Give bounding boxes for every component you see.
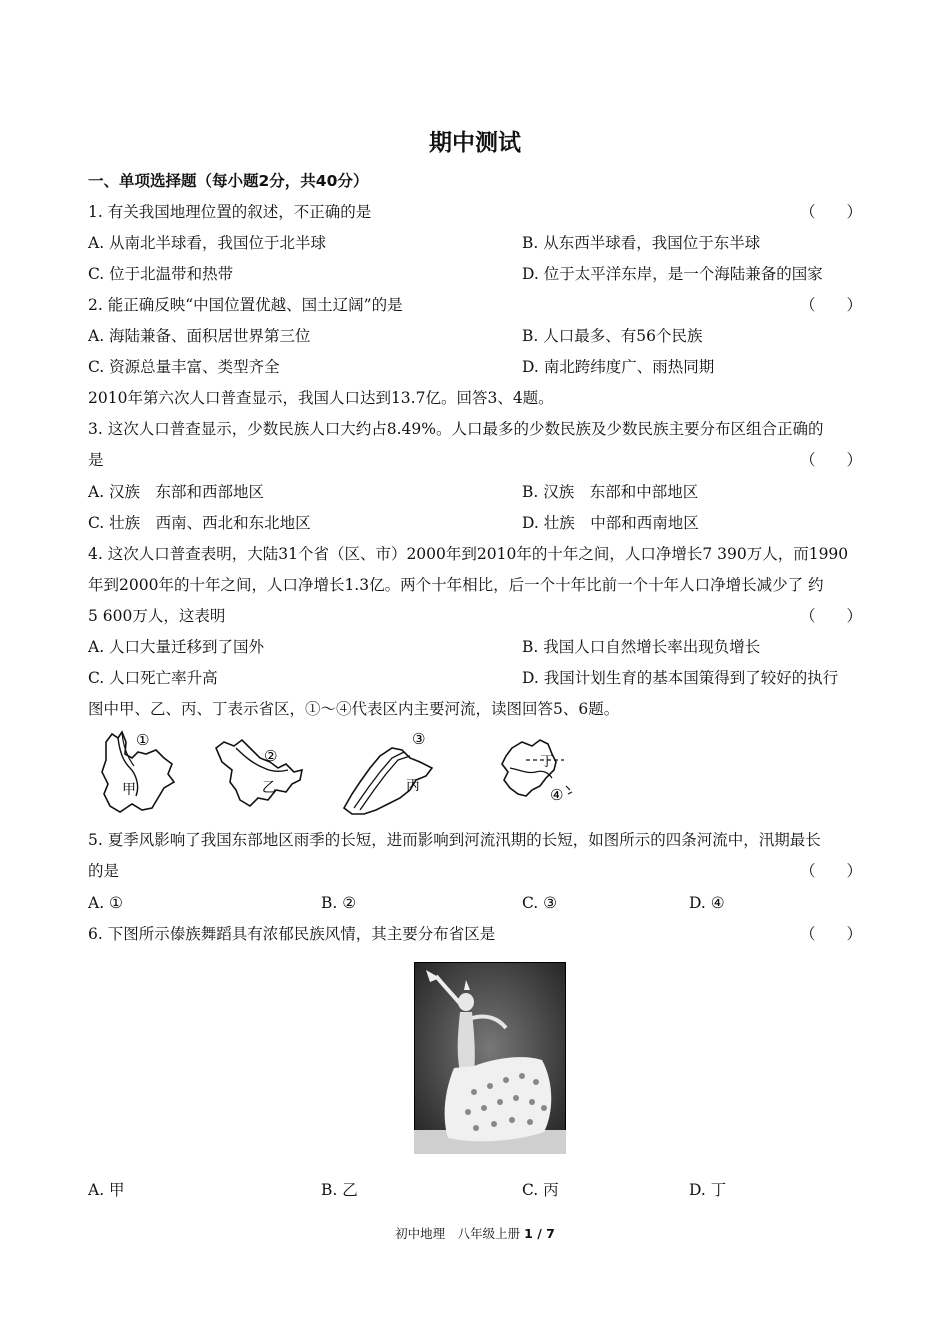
province-label-yi: 乙: [262, 780, 276, 796]
answer-blank-1: （ ）: [800, 203, 863, 221]
province-map-ding: [496, 728, 584, 816]
answer-blank-5: （ ）: [800, 862, 863, 880]
page-footer: [0, 1226, 950, 1242]
province-map-bing: [340, 728, 440, 820]
province-label-bing: 丙: [406, 778, 420, 794]
province-map-yi: [212, 728, 308, 810]
page-title: 期中测试: [429, 130, 521, 156]
q1-option-b: B. 从东西半球看，我国位于东半球: [522, 234, 761, 252]
intro-q5-q6: 图中甲、乙、丙、丁表示省区，①～④代表区内主要河流，读图回答5、6题。: [88, 700, 620, 718]
question-4-stem-end: 5 600万人，这表明: [88, 607, 226, 625]
question-5-stem: 5. 夏季风影响了我国东部地区雨季的长短，进而影响到河流汛期的长短，如图所示的四条河流中，汛期最长: [88, 831, 821, 849]
q3-option-d: D. 壮族 中部和西南地区: [522, 514, 699, 532]
q4-option-c: C. 人口死亡率升高: [88, 669, 218, 687]
river-label-2: ②: [264, 747, 278, 765]
river-label-3: ③: [412, 730, 426, 748]
question-4-stem: 4. 这次人口普查表明，大陆31个省（区、市）2000年到2010年的十年之间，人口净增长7 390万人，而1990: [88, 545, 849, 563]
answer-blank-3: （ ）: [800, 451, 863, 469]
question-1-stem: 1. 有关我国地理位置的叙述，不正确的是: [88, 203, 372, 221]
intro-q3-q4: 2010年第六次人口普查显示，我国人口达到13.7亿。回答3、4题。: [88, 389, 554, 407]
q2-option-b: B. 人口最多、有56个民族: [522, 327, 703, 345]
q2-option-c: C. 资源总量丰富、类型齐全: [88, 358, 280, 376]
question-4-stem-cont: 年到2000年的十年之间，人口净增长1.3亿。两个十年相比，后一个十年比前一个十年人口净增长减少了 约: [88, 576, 824, 594]
answer-blank-4: （ ）: [800, 607, 863, 625]
question-3-stem-cont: 是: [88, 451, 104, 469]
q1-option-c: C. 位于北温带和热带: [88, 265, 234, 283]
answer-blank-2: （ ）: [800, 296, 863, 314]
question-3-stem: 3. 这次人口普查显示，少数民族人口大约占8.49%。人口最多的少数民族及少数民族主要分布区组合正确的: [88, 420, 824, 438]
q5-option-a: A. ①: [88, 894, 123, 912]
q3-option-c: C. 壮族 西南、西北和东北地区: [88, 514, 311, 532]
province-label-jia: 甲: [122, 782, 136, 798]
question-5-stem-cont: 的是: [88, 862, 120, 880]
section-heading: 一、单项选择题（每小题2分，共40分）: [88, 172, 369, 190]
q4-option-b: B. 我国人口自然增长率出现负增长: [522, 638, 761, 656]
province-label-ding: 丁: [540, 754, 554, 770]
q6-option-b: B. 乙: [321, 1181, 358, 1199]
q3-option-a: A. 汉族 东部和西部地区: [88, 483, 265, 501]
q6-option-d: D. 丁: [689, 1181, 727, 1199]
question-2-stem: 2. 能正确反映“中国位置优越、国土辽阔”的是: [88, 296, 403, 314]
footer-page-number: 1 / 7: [524, 1226, 555, 1241]
q5-option-b: B. ②: [321, 894, 357, 912]
q2-option-d: D. 南北跨纬度广、雨热同期: [522, 358, 715, 376]
dai-dance-photo: [414, 962, 566, 1154]
q1-option-d: D. 位于太平洋东岸，是一个海陆兼备的国家: [522, 265, 823, 283]
q3-option-b: B. 汉族 东部和中部地区: [522, 483, 699, 501]
question-6-stem: 6. 下图所示傣族舞蹈具有浓郁民族风情，其主要分布省区是: [88, 925, 496, 943]
q2-option-a: A. 海陆兼备、面积居世界第三位: [88, 327, 311, 345]
answer-blank-6: （ ）: [800, 925, 863, 943]
river-label-4: ④: [550, 786, 564, 804]
q4-option-a: A. 人口大量迁移到了国外: [88, 638, 265, 656]
q6-option-c: C. 丙: [522, 1181, 559, 1199]
q6-option-a: A. 甲: [88, 1181, 125, 1199]
q1-option-a: A. 从南北半球看，我国位于北半球: [88, 234, 327, 252]
q4-option-d: D. 我国计划生育的基本国策得到了较好的执行: [522, 669, 839, 687]
province-map-jia: [98, 728, 180, 820]
footer-course: 初中地理 八年级上册: [395, 1226, 521, 1241]
q5-option-c: C. ③: [522, 894, 558, 912]
river-label-1: ①: [136, 731, 150, 749]
q5-option-d: D. ④: [689, 894, 725, 912]
